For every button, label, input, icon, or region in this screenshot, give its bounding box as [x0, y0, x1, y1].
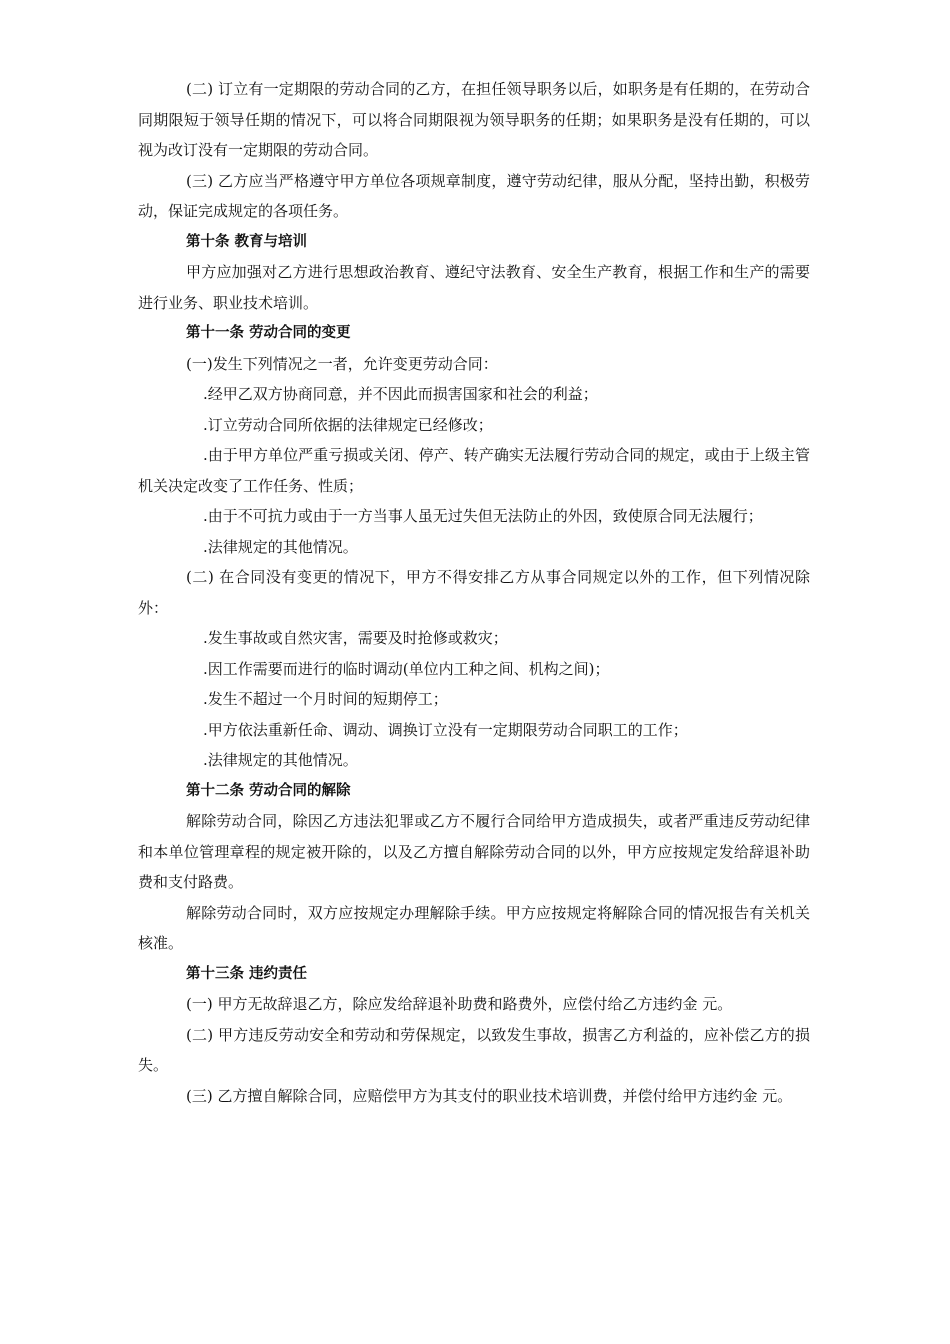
heading-article-13: 第十三条 违约责任 [186, 965, 308, 982]
list-item-employer-loss: .由于甲方单位严重亏损或关闭、停产、转产确实无法履行劳动合同的规定，或由于上级主管机关决定改变了工作任务、性质； [138, 446, 810, 495]
list-item-short-stoppage: .发生不超过一个月时间的短期停工； [203, 690, 448, 708]
list-item-other-legal: .法律规定的其他情况。 [203, 537, 358, 556]
list-item-mutual-agreement: .经甲乙双方协商同意，并不因此而损害国家和社会的利益； [203, 385, 598, 403]
list-item-temporary-transfer: .因工作需要而进行的临时调动(单位内工种之间、机构之间)； [203, 659, 610, 678]
document-body [138, 74, 810, 1111]
list-item-force-majeure: .由于不可抗力或由于一方当事人虽无过失但无法防止的外因，致使原合同无法履行； [203, 507, 763, 525]
paragraph-training: 甲方应加强对乙方进行思想政治教育、遵纪守法教育、安全生产教育，根据工作和生产的需要进行业务、职业技术培训。 [138, 263, 810, 312]
paragraph-liability-2: (二) 甲方违反劳动安全和劳动和劳保规定，以致发生事故，损害乙方利益的，应补偿乙方的损失。 [138, 1025, 810, 1074]
paragraph-change-conditions: (一)发生下列情况之一者，允许变更劳动合同： [186, 354, 498, 373]
paragraph-liability-1: (一) 甲方无故辞退乙方，除应发给辞退补助费和路费外，应偿付给乙方违约金 元。 [186, 995, 733, 1013]
paragraph-2-contract-term: (二) 订立有一定期限的劳动合同的乙方，在担任领导职务以后，如职务是有任期的，在劳动合同期限短于领导任期的情况下，可以将合同期限视为领导职务的任期；如果职务是没有任期的，可以视为改订没有一定期限的劳动合同。 [138, 80, 810, 159]
paragraph-termination-procedure: 解除劳动合同时，双方应按规定办理解除手续。甲方应按规定将解除合同的情况报告有关机关核准。 [138, 903, 810, 952]
list-item-law-amended: .订立劳动合同所依据的法律规定已经修改； [203, 415, 493, 434]
heading-article-12: 第十二条 劳动合同的解除 [186, 782, 351, 799]
heading-article-10: 第十条 教育与培训 [186, 233, 308, 250]
list-item-accident-rescue: .发生事故或自然灾害，需要及时抢修或救灾； [203, 629, 508, 647]
paragraph-liability-3: (三) 乙方擅自解除合同，应赔偿甲方为其支付的职业技术培训费，并偿付给甲方违约金 元。 [186, 1086, 793, 1105]
paragraph-no-extra-work: (二) 在合同没有变更的情况下，甲方不得安排乙方从事合同规定以外的工作，但下列情况除外： [138, 568, 810, 617]
paragraph-termination-compensation: 解除劳动合同，除因乙方违法犯罪或乙方不履行合同给甲方造成损失，或者严重违反劳动纪律和本单位管理章程的规定被开除的，以及乙方擅自解除劳动合同的以外，甲方应按规定发给辞退补助费和支付路费。 [138, 812, 810, 891]
heading-article-11: 第十一条 劳动合同的变更 [186, 325, 351, 341]
paragraph-3-obligations: (三) 乙方应当严格遵守甲方单位各项规章制度，遵守劳动纪律，服从分配，坚持出勤，积极劳动，保证完成规定的各项任务。 [138, 171, 810, 220]
list-item-other-legal-2: .法律规定的其他情况。 [203, 751, 358, 769]
list-item-reassignment: .甲方依法重新任命、调动、调换订立没有一定期限劳动合同职工的工作； [203, 720, 688, 739]
